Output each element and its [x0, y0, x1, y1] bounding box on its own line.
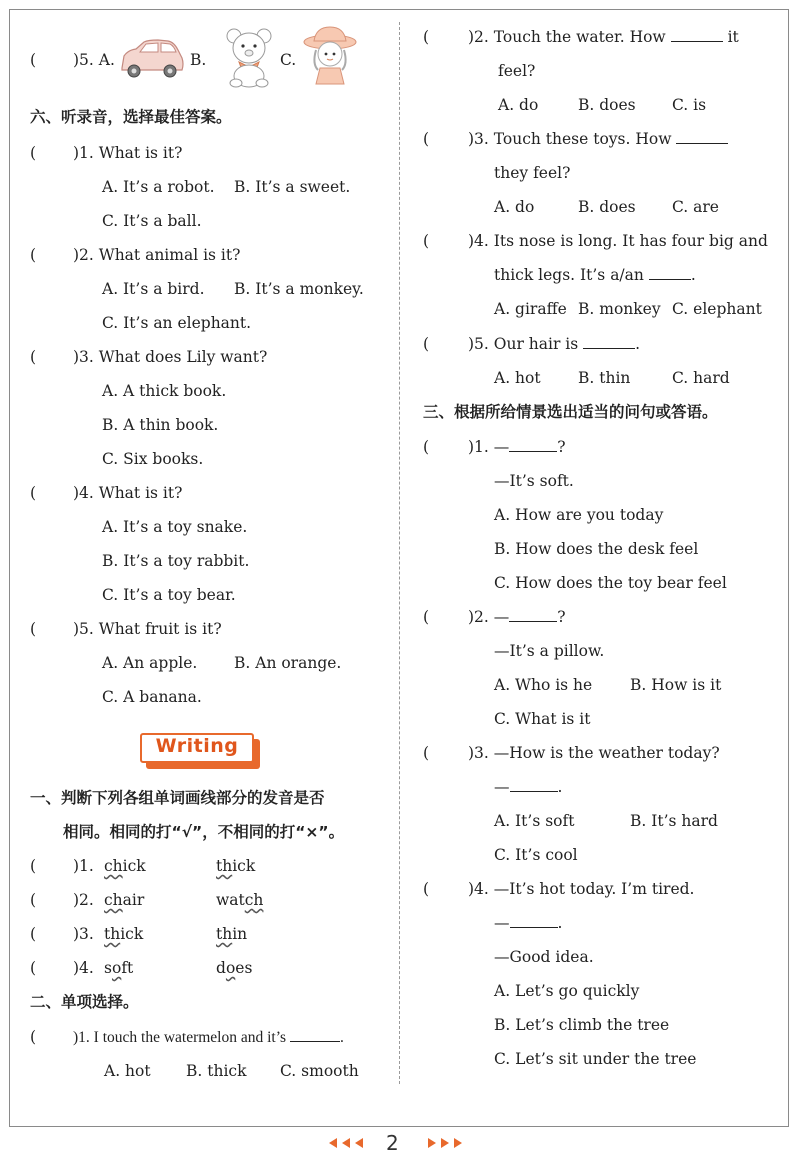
option-b: B. How does the desk feel [494, 540, 699, 558]
underlined-part: ch [104, 891, 123, 909]
r-q5-line1: )5. Our hair is . [468, 335, 641, 353]
answer-paren[interactable]: ( [423, 28, 430, 46]
option-a: A. How are you today [494, 506, 664, 524]
r-q2-option-c: C. is [672, 96, 707, 114]
option-c: C. How does the toy bear feel [494, 574, 727, 592]
r-q3-option-b: B. does [578, 198, 636, 216]
option-a: A. It’s a bird. [102, 280, 205, 298]
option-c: C. It’s a ball. [102, 212, 202, 230]
option-c: C. Let’s sit under the tree [494, 1050, 697, 1068]
r-q5-option-b: B. thin [578, 369, 631, 387]
row-number: )1. [73, 857, 94, 875]
option-c: C. It’s a toy bear. [102, 586, 236, 604]
doll-icon [302, 24, 358, 88]
question-text: )4. What is it? [73, 484, 183, 502]
answer-paren[interactable]: ( [30, 246, 37, 264]
r-q4-option-b: B. monkey [578, 300, 661, 318]
option-b: B. It’s a monkey. [234, 280, 364, 298]
r-q3-option-c: C. are [672, 198, 719, 216]
end: . [557, 914, 563, 932]
question-text: )3. What does Lily want? [73, 348, 268, 366]
r-q3-line2: they feel? [494, 164, 571, 182]
w2-q1-option-b: B. thick [186, 1062, 247, 1080]
option-c: C. It’s an elephant. [102, 314, 252, 332]
option-a: A. A thick book. [102, 382, 227, 400]
option-a: A. It’s soft [494, 812, 575, 830]
q5-number: )5. A. [73, 51, 115, 69]
underlined-part: th [216, 925, 233, 943]
option-b: B. It’s a toy rabbit. [102, 552, 250, 570]
answer-paren[interactable]: ( [30, 1028, 37, 1046]
option-a: A. Let’s go quickly [494, 982, 640, 1000]
answer-paren[interactable]: ( [423, 335, 430, 353]
option-b-label: B. [190, 51, 207, 69]
option-c: C. Six books. [102, 450, 204, 468]
answer-paren[interactable]: ( [423, 608, 430, 626]
question-line1 [468, 743, 720, 763]
page-number: 2 [386, 1131, 399, 1155]
word-1 [104, 924, 143, 944]
reply-line: —Good idea. [494, 948, 594, 966]
answer-paren[interactable]: ( [423, 130, 430, 148]
writing2-title: 二、单项选择。 [30, 993, 139, 1011]
answer-paren[interactable]: ( [423, 438, 430, 456]
dash: — [494, 914, 510, 932]
w2-q1-option-a: A. hot [104, 1062, 151, 1080]
word-part: ick [232, 857, 256, 875]
word-part: ick [120, 925, 144, 943]
r-q2-line1: )2. Touch the water. How it [468, 28, 739, 46]
r-q5-option-c: C. hard [672, 369, 730, 387]
option-a: A. Who is he [494, 676, 593, 694]
writing1-title-line1: 一、判断下列各组单词画线部分的发音是否 [30, 789, 325, 807]
word-1 [104, 856, 146, 876]
row-number: )4. [73, 959, 94, 977]
page-footer [0, 1131, 800, 1161]
option-a: A. It’s a robot. [102, 178, 215, 196]
question-line1 [468, 607, 566, 627]
writing-badge [140, 733, 260, 769]
dash: — [494, 778, 510, 796]
underlined-part: ch [104, 857, 123, 875]
answer-blank[interactable] [671, 27, 723, 42]
prev-arrow-icon [329, 1138, 337, 1148]
option-b: B. How is it [630, 676, 722, 694]
next-arrow-icon [441, 1138, 449, 1148]
answer-line [494, 913, 562, 933]
underlined-part: th [216, 857, 233, 875]
answer-paren[interactable]: ( [30, 959, 37, 977]
word-2 [216, 924, 247, 944]
option-b: B. It’s hard [630, 812, 718, 830]
car-icon [118, 38, 186, 80]
r-q4-option-c: C. elephant [672, 300, 762, 318]
end: . [557, 778, 563, 796]
teddy-bear-icon [222, 26, 276, 88]
prev-arrow-icon [342, 1138, 350, 1148]
answer-paren[interactable]: ( [30, 620, 37, 638]
r-q3-line1: )3. Touch these toys. How [468, 129, 728, 149]
word-part: ft [121, 959, 134, 977]
question-text: )2. — [468, 608, 510, 626]
row-number: )2. [73, 891, 94, 909]
r-q2-option-b: B. does [578, 96, 636, 114]
answer-paren[interactable]: ( [30, 51, 37, 69]
answer-blank[interactable] [649, 265, 691, 280]
w2-q1-text: )1. I touch the watermelon and it’s . [73, 1029, 344, 1046]
question-text: )1. — [468, 438, 510, 456]
answer-paren[interactable]: ( [30, 857, 37, 875]
answer-line: —It’s a pillow. [494, 642, 605, 660]
answer-line [494, 777, 562, 797]
underlined-part: th [104, 925, 121, 943]
answer-paren[interactable]: ( [423, 744, 430, 762]
word-2 [216, 958, 252, 978]
word-part: wat [216, 891, 245, 909]
option-b: B. An orange. [234, 654, 342, 672]
word-part: s [104, 959, 112, 977]
option-c: C. What is it [494, 710, 591, 728]
answer-blank[interactable] [510, 913, 558, 928]
answer-blank[interactable] [510, 777, 558, 792]
word-part: es [235, 959, 253, 977]
answer-paren[interactable]: ( [30, 925, 37, 943]
question-line1 [468, 879, 694, 899]
underlined-part: o [225, 959, 236, 977]
question-text: )1. What is it? [73, 144, 183, 162]
question-text: )5. What fruit is it? [73, 620, 222, 638]
word-part: in [232, 925, 248, 943]
option-b: B. Let’s climb the tree [494, 1016, 670, 1034]
r-q3-option-a: A. do [494, 198, 535, 216]
r-q4-option-a: A. giraffe [494, 300, 567, 318]
answer-paren[interactable]: ( [30, 484, 37, 502]
question-text: )3. —How is the weather today? [468, 744, 720, 762]
underlined-part: ch [244, 891, 264, 909]
answer-paren[interactable]: ( [30, 144, 37, 162]
answer-blank[interactable] [676, 129, 728, 144]
r-q4-line2: thick legs. It’s a/an . [494, 266, 696, 284]
answer-line: —It’s soft. [494, 472, 574, 490]
question-text: )2. What animal is it? [73, 246, 241, 264]
answer-paren[interactable]: ( [423, 232, 430, 250]
row-number: )3. [73, 925, 94, 943]
option-b: B. It’s a sweet. [234, 178, 351, 196]
answer-paren[interactable]: ( [30, 891, 37, 909]
w2-q1-option-c: C. smooth [280, 1062, 359, 1080]
section3-title: 三、根据所给情景选出适当的问句或答语。 [423, 403, 718, 421]
answer-blank[interactable] [290, 1027, 340, 1042]
word-1 [104, 958, 133, 978]
answer-paren[interactable]: ( [30, 348, 37, 366]
next-arrow-icon [428, 1138, 436, 1148]
question-text: )4. —It’s hot today. I’m tired. [468, 880, 695, 898]
r-q5-option-a: A. hot [494, 369, 541, 387]
answer-blank[interactable] [583, 334, 635, 349]
answer-blank[interactable] [509, 607, 557, 622]
word-part: ick [122, 857, 146, 875]
option-b: B. A thin book. [102, 416, 219, 434]
option-c: C. A banana. [102, 688, 202, 706]
r-q2-option-a: A. do [498, 96, 539, 114]
r-q2-line2: feel? [498, 62, 536, 80]
writing1-title-line2: 相同。相同的打“√”，不相同的打“×”。 [63, 823, 345, 841]
answer-blank[interactable] [509, 437, 557, 452]
section6-title: 六、听录音，选择最佳答案。 [30, 108, 232, 126]
answer-paren[interactable]: ( [423, 880, 430, 898]
writing-label: Writing [155, 735, 239, 757]
word-2 [216, 856, 255, 876]
option-c-label: C. [280, 51, 297, 69]
word-2 [216, 890, 263, 910]
underlined-part: o [111, 959, 122, 977]
question-end: ? [557, 608, 566, 626]
question-end: ? [557, 438, 566, 456]
column-divider [399, 22, 400, 1084]
r-q4-line1: )4. Its nose is long. It has four big and [468, 232, 768, 250]
option-a: A. It’s a toy snake. [102, 518, 248, 536]
word-part: d [216, 959, 226, 977]
prev-arrow-icon [355, 1138, 363, 1148]
next-arrow-icon [454, 1138, 462, 1148]
question-line1 [468, 437, 566, 457]
word-part: air [122, 891, 145, 909]
option-c: C. It’s cool [494, 846, 578, 864]
word-1 [104, 890, 144, 910]
option-a: A. An apple. [102, 654, 198, 672]
